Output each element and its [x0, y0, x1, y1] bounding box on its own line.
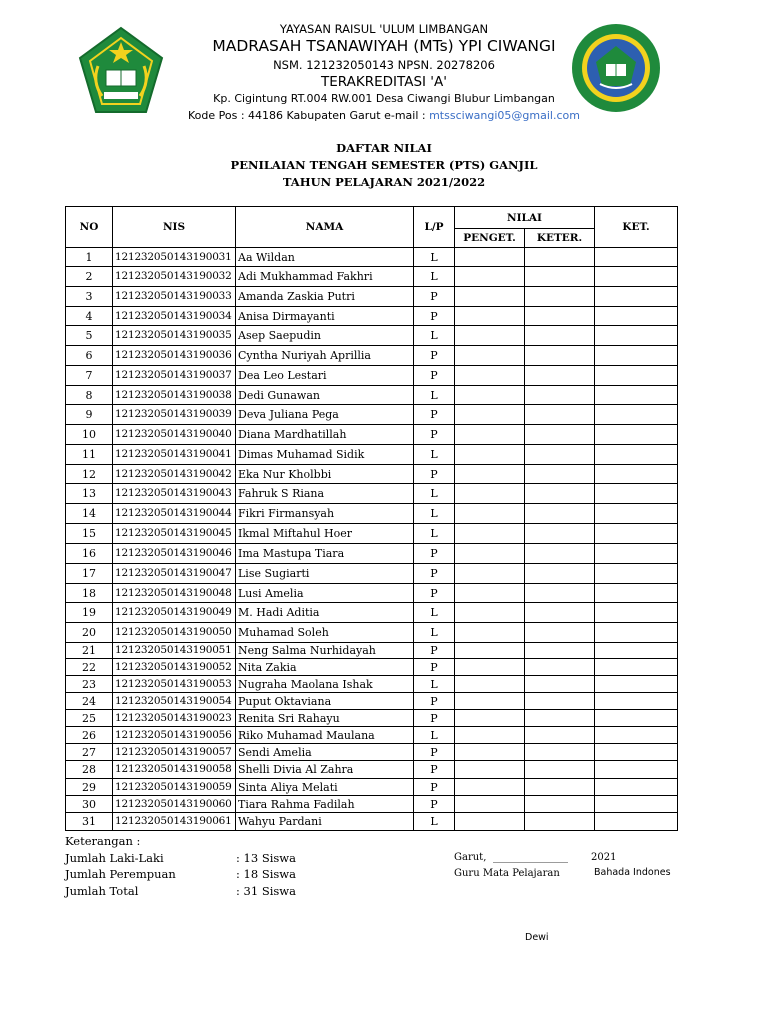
row-ket-note — [595, 676, 678, 693]
row-penget-score — [455, 603, 525, 623]
row-name: Asep Saepudin — [236, 326, 414, 346]
row-keter-score — [525, 267, 595, 287]
row-ket-note — [595, 425, 678, 445]
row-keter-score — [525, 346, 595, 366]
row-number: 8 — [66, 386, 113, 405]
row-penget-score — [455, 813, 525, 831]
header-no: NO — [66, 207, 113, 248]
row-keter-score — [525, 504, 595, 524]
row-gender: P — [414, 584, 455, 603]
row-ket-note — [595, 307, 678, 326]
row-keter-score — [525, 813, 595, 831]
table-row — [66, 603, 678, 623]
header-nilai: NILAI — [455, 207, 595, 229]
header-lp: L/P — [414, 207, 455, 248]
row-ket-note — [595, 584, 678, 603]
row-penget-score — [455, 386, 525, 405]
row-number: 17 — [66, 564, 113, 584]
row-ket-note — [595, 386, 678, 405]
row-ket-note — [595, 813, 678, 831]
row-nis: 121232050143190050 — [113, 623, 236, 643]
row-name: Renita Sri Rahayu — [236, 710, 414, 727]
table-row — [66, 425, 678, 445]
row-keter-score — [525, 584, 595, 603]
teacher-name: Dewi — [525, 932, 549, 943]
row-gender: P — [414, 307, 455, 326]
row-keter-score — [525, 484, 595, 504]
row-gender: P — [414, 693, 455, 710]
row-gender: L — [414, 484, 455, 504]
row-nis: 121232050143190040 — [113, 425, 236, 445]
row-ket-note — [595, 603, 678, 623]
row-gender: P — [414, 425, 455, 445]
row-gender: P — [414, 564, 455, 584]
row-nis: 121232050143190023 — [113, 710, 236, 727]
row-nis: 121232050143190032 — [113, 267, 236, 287]
row-number: 16 — [66, 544, 113, 564]
row-number: 28 — [66, 761, 113, 779]
table-row — [66, 346, 678, 366]
row-nis: 121232050143190046 — [113, 544, 236, 564]
row-penget-score — [455, 484, 525, 504]
row-ket-note — [595, 727, 678, 744]
table-row — [66, 643, 678, 659]
row-keter-score — [525, 326, 595, 346]
row-keter-score — [525, 544, 595, 564]
row-penget-score — [455, 584, 525, 603]
row-nis: 121232050143190060 — [113, 796, 236, 813]
row-penget-score — [455, 659, 525, 676]
row-ket-note — [595, 504, 678, 524]
row-name: M. Hadi Aditia — [236, 603, 414, 623]
row-name: Wahyu Pardani — [236, 813, 414, 831]
row-penget-score — [455, 779, 525, 796]
row-name: Puput Oktaviana — [236, 693, 414, 710]
row-number: 23 — [66, 676, 113, 693]
row-penget-score — [455, 623, 525, 643]
row-gender: L — [414, 267, 455, 287]
row-ket-note — [595, 405, 678, 425]
row-gender: P — [414, 405, 455, 425]
table-row — [66, 813, 678, 831]
table-row — [66, 405, 678, 425]
row-penget-score — [455, 544, 525, 564]
row-name: Adi Mukhammad Fakhri — [236, 267, 414, 287]
grade-table — [65, 206, 678, 831]
row-penget-score — [455, 710, 525, 727]
letterhead — [0, 0, 768, 130]
row-keter-score — [525, 761, 595, 779]
row-ket-note — [595, 564, 678, 584]
row-keter-score — [525, 425, 595, 445]
row-nis: 121232050143190048 — [113, 584, 236, 603]
row-ket-note — [595, 710, 678, 727]
row-name: Lise Sugiarti — [236, 564, 414, 584]
row-number: 14 — [66, 504, 113, 524]
table-row — [66, 564, 678, 584]
table-row — [66, 445, 678, 465]
row-gender: P — [414, 710, 455, 727]
row-name: Amanda Zaskia Putri — [236, 287, 414, 307]
row-keter-score — [525, 287, 595, 307]
header-nis: NIS — [113, 207, 236, 248]
subject-name: Bahada Indones — [594, 867, 671, 878]
row-name: Deva Juliana Pega — [236, 405, 414, 425]
row-gender: P — [414, 544, 455, 564]
female-count-label: Jumlah Perempuan — [65, 867, 176, 881]
row-nis: 121232050143190038 — [113, 386, 236, 405]
female-count-value: : 18 Siswa — [236, 867, 296, 881]
row-number: 11 — [66, 445, 113, 465]
row-ket-note — [595, 623, 678, 643]
row-penget-score — [455, 564, 525, 584]
row-name: Shelli Divia Al Zahra — [236, 761, 414, 779]
row-number: 2 — [66, 267, 113, 287]
row-penget-score — [455, 405, 525, 425]
total-count-value: : 31 Siswa — [236, 884, 296, 898]
row-gender: P — [414, 465, 455, 484]
row-nis: 121232050143190058 — [113, 761, 236, 779]
table-row — [66, 710, 678, 727]
row-number: 30 — [66, 796, 113, 813]
table-row — [66, 307, 678, 326]
row-gender: P — [414, 744, 455, 761]
table-row — [66, 779, 678, 796]
row-number: 18 — [66, 584, 113, 603]
row-name: Ikmal Miftahul Hoer — [236, 524, 414, 544]
row-nis: 121232050143190047 — [113, 564, 236, 584]
row-ket-note — [595, 779, 678, 796]
row-name: Eka Nur Kholbbi — [236, 465, 414, 484]
row-nis: 121232050143190061 — [113, 813, 236, 831]
row-gender: P — [414, 643, 455, 659]
table-row — [66, 465, 678, 484]
row-ket-note — [595, 267, 678, 287]
school-name: MADRASAH TSANAWIYAH (MTs) YPI CIWANGI — [212, 37, 556, 55]
school-crest-icon — [570, 22, 662, 114]
row-keter-score — [525, 366, 595, 386]
row-penget-score — [455, 425, 525, 445]
nsm-npsn: NSM. 121232050143 NPSN. 20278206 — [273, 58, 495, 72]
document-subtitle: PENILAIAN TENGAH SEMESTER (PTS) GANJIL — [230, 158, 538, 172]
row-penget-score — [455, 524, 525, 544]
row-nis: 121232050143190054 — [113, 693, 236, 710]
table-row — [66, 761, 678, 779]
total-count-label: Jumlah Total — [65, 884, 139, 898]
table-row — [66, 727, 678, 744]
row-number: 26 — [66, 727, 113, 744]
row-ket-note — [595, 445, 678, 465]
row-penget-score — [455, 326, 525, 346]
row-number: 19 — [66, 603, 113, 623]
table-row — [66, 524, 678, 544]
row-ket-note — [595, 248, 678, 267]
table-row — [66, 676, 678, 693]
row-number: 5 — [66, 326, 113, 346]
row-ket-note — [595, 326, 678, 346]
row-name: Ima Mastupa Tiara — [236, 544, 414, 564]
table-row — [66, 584, 678, 603]
row-name: Lusi Amelia — [236, 584, 414, 603]
row-penget-score — [455, 465, 525, 484]
row-nis: 121232050143190033 — [113, 287, 236, 307]
table-row — [66, 484, 678, 504]
row-number: 29 — [66, 779, 113, 796]
row-gender: L — [414, 326, 455, 346]
row-gender: L — [414, 813, 455, 831]
academic-year: TAHUN PELAJARAN 2021/2022 — [282, 175, 486, 189]
row-name: Fikri Firmansyah — [236, 504, 414, 524]
row-name: Muhamad Soleh — [236, 623, 414, 643]
row-keter-score — [525, 710, 595, 727]
header-penget: PENGET. — [455, 229, 525, 248]
row-number: 3 — [66, 287, 113, 307]
school-address: Kp. Cigintung RT.004 RW.001 Desa Ciwangi Blubur Limbangan — [213, 92, 555, 105]
row-gender: P — [414, 796, 455, 813]
row-name: Cyntha Nuriyah Aprillia — [236, 346, 414, 366]
row-name: Nugraha Maolana Ishak — [236, 676, 414, 693]
row-keter-score — [525, 779, 595, 796]
row-gender: L — [414, 727, 455, 744]
row-penget-score — [455, 248, 525, 267]
row-ket-note — [595, 693, 678, 710]
table-row — [66, 544, 678, 564]
row-penget-score — [455, 504, 525, 524]
row-gender: P — [414, 779, 455, 796]
row-ket-note — [595, 346, 678, 366]
row-number: 31 — [66, 813, 113, 831]
row-number: 20 — [66, 623, 113, 643]
document-title: DAFTAR NILAI — [336, 141, 432, 155]
row-gender: L — [414, 623, 455, 643]
email-link[interactable]: mtssciwangi05@gmail.com — [429, 109, 580, 122]
row-penget-score — [455, 744, 525, 761]
row-name: Tiara Rahma Fadilah — [236, 796, 414, 813]
row-keter-score — [525, 386, 595, 405]
signature-date-blank: _______________ — [493, 852, 568, 863]
row-keter-score — [525, 727, 595, 744]
table-row — [66, 287, 678, 307]
row-gender: L — [414, 603, 455, 623]
row-keter-score — [525, 744, 595, 761]
row-gender: L — [414, 676, 455, 693]
row-penget-score — [455, 676, 525, 693]
row-number: 4 — [66, 307, 113, 326]
row-keter-score — [525, 693, 595, 710]
male-count-label: Jumlah Laki-Laki — [65, 851, 164, 865]
row-name: Anisa Dirmayanti — [236, 307, 414, 326]
row-penget-score — [455, 287, 525, 307]
row-name: Sendi Amelia — [236, 744, 414, 761]
row-nis: 121232050143190049 — [113, 603, 236, 623]
row-ket-note — [595, 544, 678, 564]
row-name: Diana Mardhatillah — [236, 425, 414, 445]
male-count-value: : 13 Siswa — [236, 851, 296, 865]
table-row — [66, 504, 678, 524]
row-number: 25 — [66, 710, 113, 727]
row-nis: 121232050143190036 — [113, 346, 236, 366]
row-keter-score — [525, 643, 595, 659]
table-row — [66, 366, 678, 386]
row-nis: 121232050143190039 — [113, 405, 236, 425]
row-nis: 121232050143190051 — [113, 643, 236, 659]
signature-place: Garut, — [454, 852, 487, 863]
row-number: 12 — [66, 465, 113, 484]
row-name: Fahruk S Riana — [236, 484, 414, 504]
row-nis: 121232050143190035 — [113, 326, 236, 346]
row-keter-score — [525, 445, 595, 465]
row-keter-score — [525, 796, 595, 813]
table-row — [66, 744, 678, 761]
table-row — [66, 693, 678, 710]
row-number: 15 — [66, 524, 113, 544]
row-keter-score — [525, 676, 595, 693]
row-number: 21 — [66, 643, 113, 659]
table-body — [66, 248, 678, 831]
table-row — [66, 659, 678, 676]
row-gender: P — [414, 366, 455, 386]
row-name: Riko Muhamad Maulana — [236, 727, 414, 744]
row-number: 9 — [66, 405, 113, 425]
row-ket-note — [595, 484, 678, 504]
row-name: Dedi Gunawan — [236, 386, 414, 405]
row-gender: P — [414, 761, 455, 779]
header-nama: NAMA — [236, 207, 414, 248]
row-nis: 121232050143190031 — [113, 248, 236, 267]
table-row — [66, 267, 678, 287]
row-keter-score — [525, 524, 595, 544]
row-ket-note — [595, 744, 678, 761]
row-nis: 121232050143190059 — [113, 779, 236, 796]
row-penget-score — [455, 796, 525, 813]
row-nis: 121232050143190053 — [113, 676, 236, 693]
row-ket-note — [595, 796, 678, 813]
row-name: Aa Wildan — [236, 248, 414, 267]
teacher-label: Guru Mata Pelajaran — [454, 868, 560, 879]
row-penget-score — [455, 307, 525, 326]
row-keter-score — [525, 248, 595, 267]
row-keter-score — [525, 659, 595, 676]
row-ket-note — [595, 366, 678, 386]
row-gender: L — [414, 524, 455, 544]
row-nis: 121232050143190052 — [113, 659, 236, 676]
keterangan-label: Keterangan : — [65, 834, 141, 848]
row-ket-note — [595, 659, 678, 676]
row-nis: 121232050143190044 — [113, 504, 236, 524]
row-penget-score — [455, 346, 525, 366]
row-nis: 121232050143190043 — [113, 484, 236, 504]
table-row — [66, 623, 678, 643]
row-ket-note — [595, 524, 678, 544]
row-penget-score — [455, 761, 525, 779]
row-nis: 121232050143190037 — [113, 366, 236, 386]
row-penget-score — [455, 366, 525, 386]
row-gender: L — [414, 504, 455, 524]
row-nis: 121232050143190045 — [113, 524, 236, 544]
row-keter-score — [525, 307, 595, 326]
row-name: Sinta Aliya Melati — [236, 779, 414, 796]
header-keter: KETER. — [525, 229, 595, 248]
row-penget-score — [455, 445, 525, 465]
row-penget-score — [455, 643, 525, 659]
row-nis: 121232050143190056 — [113, 727, 236, 744]
row-number: 6 — [66, 346, 113, 366]
row-ket-note — [595, 465, 678, 484]
row-penget-score — [455, 727, 525, 744]
row-ket-note — [595, 761, 678, 779]
row-keter-score — [525, 623, 595, 643]
table-row — [66, 386, 678, 405]
row-ket-note — [595, 287, 678, 307]
row-penget-score — [455, 267, 525, 287]
row-number: 27 — [66, 744, 113, 761]
foundation-name: YAYASAN RAISUL 'ULUM LIMBANGAN — [279, 22, 489, 36]
table-row — [66, 248, 678, 267]
accreditation: TERAKREDITASI 'A' — [321, 74, 447, 90]
row-number: 13 — [66, 484, 113, 504]
postal-code-text: Kode Pos : 44186 Kabupaten Garut e-mail : — [188, 109, 430, 122]
row-number: 7 — [66, 366, 113, 386]
table-row — [66, 796, 678, 813]
row-nis: 121232050143190042 — [113, 465, 236, 484]
row-number: 24 — [66, 693, 113, 710]
row-keter-score — [525, 564, 595, 584]
row-nis: 121232050143190034 — [113, 307, 236, 326]
row-keter-score — [525, 405, 595, 425]
row-gender: L — [414, 248, 455, 267]
row-keter-score — [525, 603, 595, 623]
row-name: Dimas Muhamad Sidik — [236, 445, 414, 465]
row-number: 10 — [66, 425, 113, 445]
row-keter-score — [525, 465, 595, 484]
row-ket-note — [595, 643, 678, 659]
row-name: Nita Zakia — [236, 659, 414, 676]
row-number: 1 — [66, 248, 113, 267]
row-number: 22 — [66, 659, 113, 676]
row-name: Neng Salma Nurhidayah — [236, 643, 414, 659]
table-row — [66, 326, 678, 346]
row-nis: 121232050143190057 — [113, 744, 236, 761]
row-gender: L — [414, 386, 455, 405]
row-nis: 121232050143190041 — [113, 445, 236, 465]
row-name: Dea Leo Lestari — [236, 366, 414, 386]
row-gender: P — [414, 346, 455, 366]
row-gender: P — [414, 659, 455, 676]
row-gender: P — [414, 287, 455, 307]
signature-year: 2021 — [591, 852, 617, 863]
row-penget-score — [455, 693, 525, 710]
header-ket: KET. — [595, 207, 678, 248]
row-gender: L — [414, 445, 455, 465]
